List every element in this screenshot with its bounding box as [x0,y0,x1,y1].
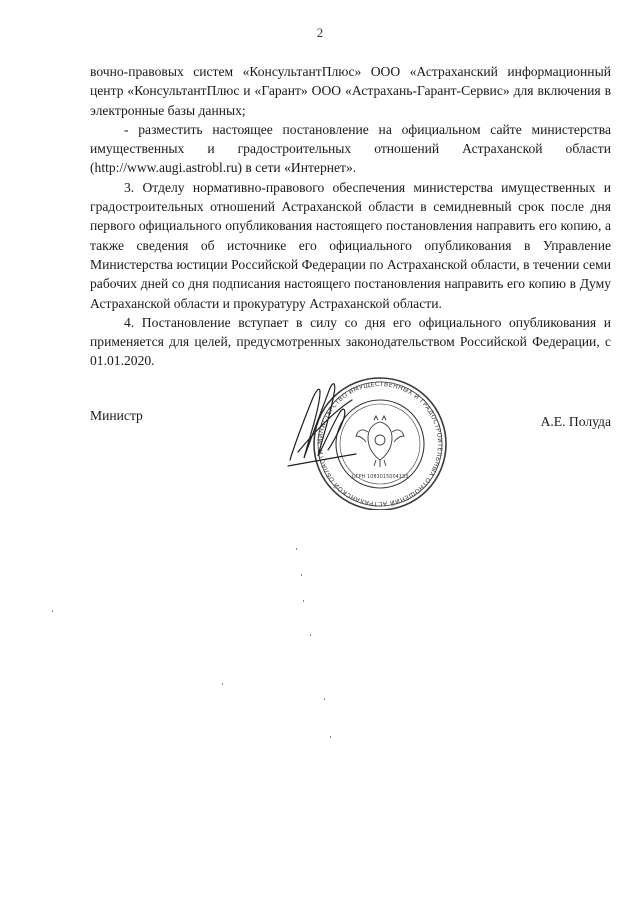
paragraph-item-3: 3. Отделу нормативно-правового обеспечения министерства имущественных и градостроительных отношений Астраханской области в семидневный срок после дня первого официального опубликования настоящего постановления направить его копию, а также сведения об источнике его официального опубликования в Управление Министерства юстиции Российской Федерации по Астраханской области, в течении семи рабочих дней со дня подписания настоящего постановления направить его копию в Думу Астраханской области и прокуратуру Астраханской области. [90,179,611,311]
paragraph-legal-systems: вочно-правовых систем «КонсультантПлюс» ООО «Астраханский информационный центр «КонсультантПлюс и «Гарант» ООО «Астрахань-Гарант-Сервис» для включения в электронные базы данных; [90,64,611,118]
official-seal-with-signature [286,370,466,510]
signatory-position: Министр [90,408,143,423]
scan-artifact [310,634,311,636]
scan-artifact [52,610,53,612]
coat-of-arms-eagle-icon [356,416,404,467]
scan-artifact [222,683,223,685]
page-number: 2 [316,25,324,40]
scan-artifact [324,698,325,700]
signatory-name: А.Е. Полуда [540,414,611,429]
paragraph-publish-on-site: - разместить настоящее постановление на официальном сайте министерства имущественных и градостроительных отношений Астраханской области (http://www.augi.astrobl.ru) в сети «Интернет». [90,121,611,176]
seal-inner-text: ОГРН 1083015004133 [351,474,409,480]
document-body [90,62,611,371]
scan-artifact [303,600,304,602]
seal-outer-text: МИНИСТЕРСТВО ИМУЩЕСТВЕННЫХ И ГРАДОСТРОИТЕЛЬНЫХ ОТНОШЕНИЙ АСТРАХАНСКОЙ ОБЛАСТИ [316,380,444,508]
scan-artifact [330,736,331,738]
scan-artifact [296,548,297,550]
scan-artifact [301,574,302,576]
paragraph-item-4: 4. Постановление вступает в силу со дня его официального опубликования и применяется для целей, предусмотренных законодательством Российской Федерации, с 01.01.2020. [90,314,611,369]
